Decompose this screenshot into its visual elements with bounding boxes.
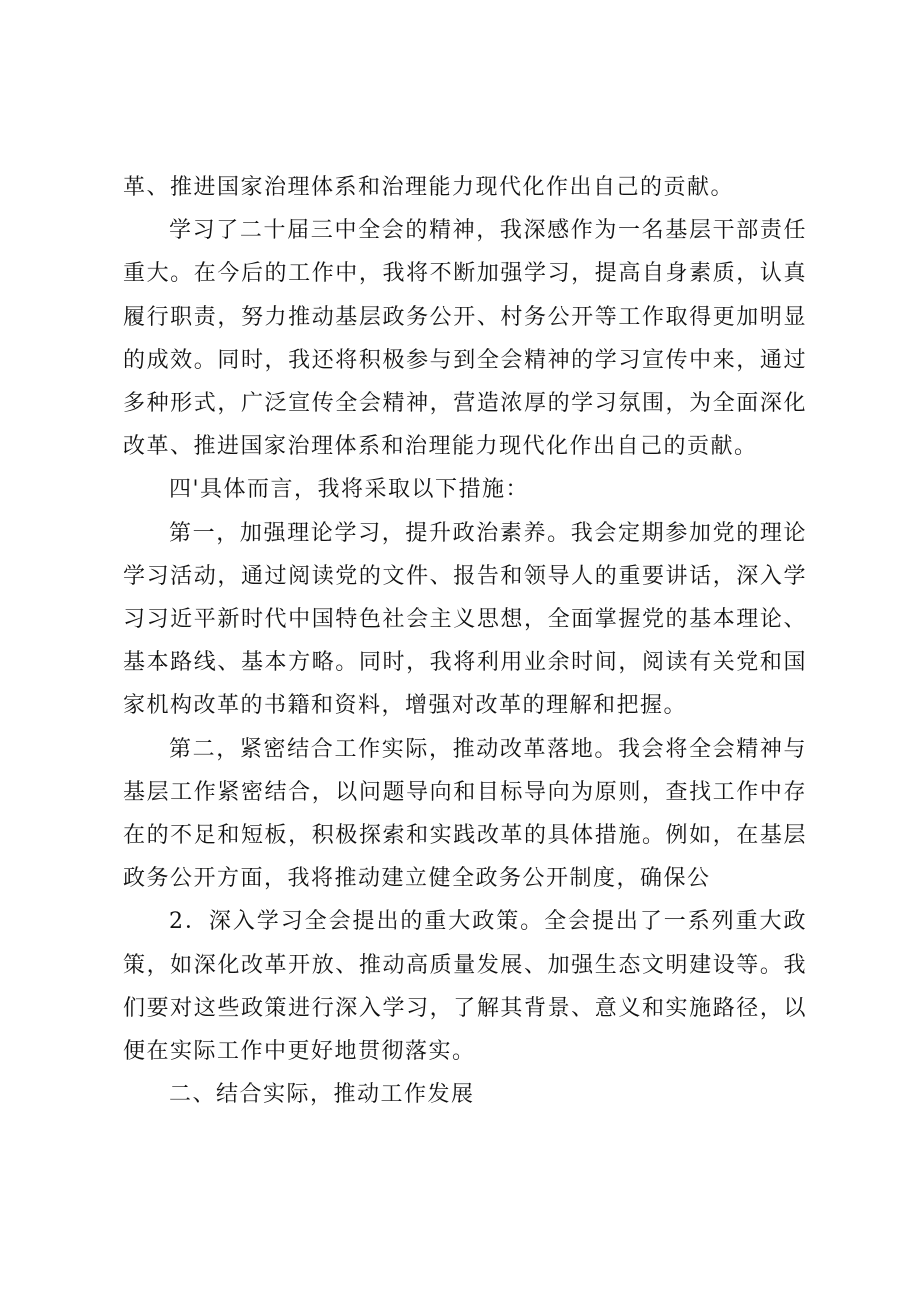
paragraph-responsibility: 学习了二十届三中全会的精神，我深感作为一名基层干部责任重大。在今后的工作中，我将不断加强学习，提高自身素质，认真履行职责，努力推动基层政务公开、村务公开等工作取得更加明显的成效。同时，我还将积极参与到全会精神的学习宣传中来，通过多种形式，广泛宣传全会精神，营造浓厚的学习氛围，为全面深化改革、推进国家治理体系和治理能力现代化作出自己的贡献。 (123, 218, 807, 460)
paragraph-policy-study: 2．深入学习全会提出的重大政策。全会提出了一系列重大政策，如深化改革开放、推动高质量发展、加强生态文明建设等。我们要对这些政策进行深入学习，了解其背景、意义和实施路径，以便在实际工作中更好地贯彻落实。 (123, 909, 807, 1065)
paragraph-measure-second: 第二，紧密结合工作实际，推动改革落地。我会将全会精神与基层工作紧密结合，以问题导向和目标导向为原则，查找工作中存在的不足和短板，积极探索和实践改革的具体措施。例如，在基层政务公开方面，我将推动建立健全政务公开制度，确保公 (123, 736, 807, 892)
paragraph-measure-first: 第一，加强理论学习，提升政治素养。我会定期参加党的理论学习活动，通过阅读党的文件、报告和领导人的重要讲话，深入学习习近平新时代中国特色社会主义思想，全面掌握党的基本理论、基本路线、基本方略。同时，我将利用业余时间，阅读有关党和国家机构改革的书籍和资料，增强对改革的理解和把握。 (123, 520, 807, 719)
document-body (123, 166, 807, 1116)
paragraph-continuation: 革、推进国家治理体系和治理能力现代化作出自己的贡献。 (123, 175, 735, 200)
section-heading: 二、结合实际，推动工作发展 (169, 1082, 475, 1108)
paragraph-measures-heading: 四'具体而言，我将采取以下措施： (169, 477, 530, 503)
